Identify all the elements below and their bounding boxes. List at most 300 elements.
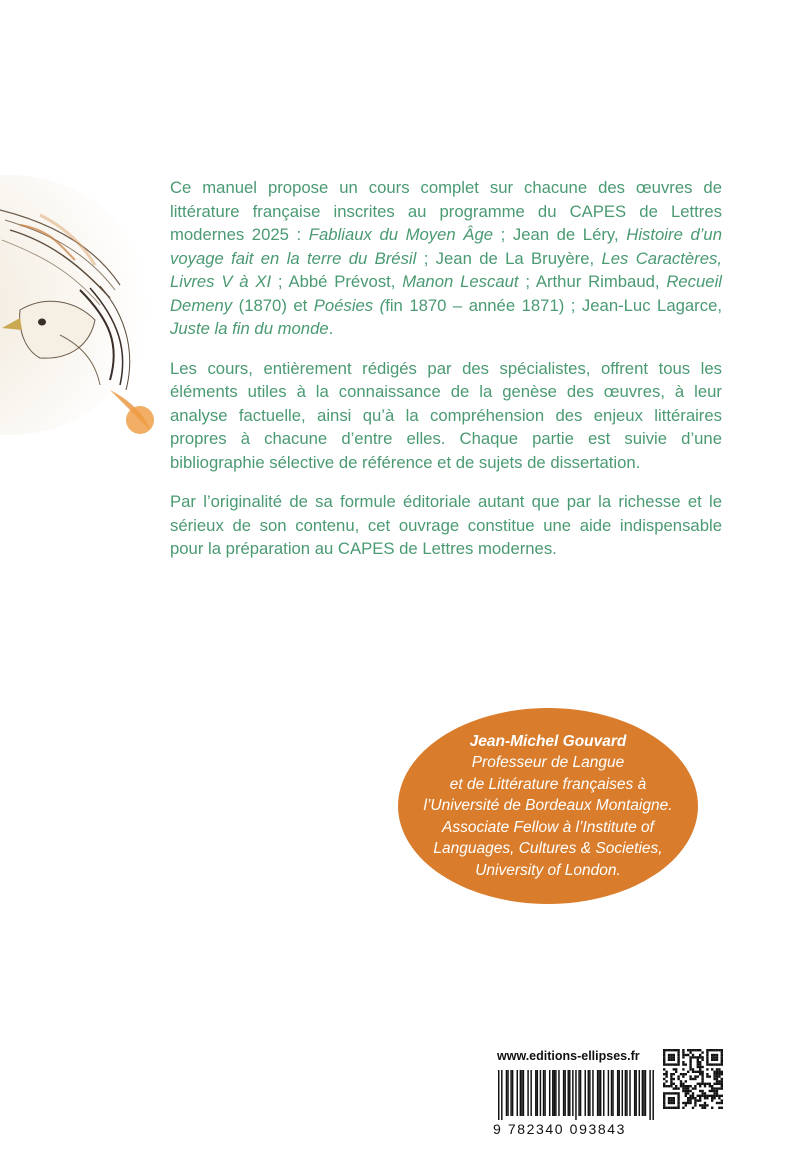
qr-module	[673, 1054, 675, 1056]
barcode-bar	[634, 1070, 635, 1116]
qr-module	[713, 1056, 715, 1058]
qr-module	[663, 1083, 665, 1085]
qr-module	[699, 1071, 701, 1073]
qr-module	[704, 1085, 706, 1087]
qr-module	[670, 1078, 672, 1080]
qr-module	[665, 1092, 667, 1094]
barcode-bar	[603, 1070, 604, 1116]
qr-module	[706, 1095, 708, 1097]
barcode-bar	[652, 1070, 653, 1120]
author-bio-line: l’Université de Bordeaux Montaigne.	[423, 797, 673, 815]
barcode-bar	[642, 1070, 643, 1116]
qr-module	[701, 1066, 703, 1068]
barcode-bar	[608, 1070, 609, 1116]
work-title: Manon Lescaut	[402, 272, 519, 291]
qr-module	[713, 1063, 715, 1065]
qr-module	[677, 1056, 679, 1058]
qr-module	[668, 1054, 670, 1056]
qr-module	[697, 1095, 699, 1097]
qr-module	[668, 1059, 670, 1061]
qr-module	[665, 1071, 667, 1073]
qr-module	[716, 1078, 718, 1080]
barcode-bar	[564, 1070, 565, 1116]
qr-module	[685, 1095, 687, 1097]
qr-module	[689, 1049, 691, 1051]
qr-module	[663, 1054, 665, 1056]
qr-module	[721, 1071, 723, 1073]
work-title: Les Caractères, Livres V à XI	[170, 248, 722, 291]
qr-module	[680, 1073, 682, 1075]
qr-module	[668, 1049, 670, 1051]
barcode-bar	[523, 1070, 524, 1116]
qr-module	[699, 1085, 701, 1087]
qr-module	[694, 1056, 696, 1058]
qr-module	[673, 1063, 675, 1065]
qr-module	[663, 1104, 665, 1106]
qr-module	[682, 1049, 684, 1051]
qr-module	[701, 1107, 703, 1109]
qr-module	[716, 1073, 718, 1075]
qr-module	[673, 1073, 675, 1075]
author-bio-line: University of London.	[475, 861, 621, 879]
qr-module	[721, 1061, 723, 1063]
qr-module	[721, 1095, 723, 1097]
qr-module	[687, 1071, 689, 1073]
qr-module	[697, 1066, 699, 1068]
qr-module	[689, 1059, 691, 1061]
qr-module	[677, 1059, 679, 1061]
qr-module	[689, 1085, 691, 1087]
blurb-paragraph-2: Les cours, entièrement rédigés par des spécialistes, offrent tous les éléments utiles à la connaissance de la genèse des œuvres, à leur analyse factuelle, ainsi qu’à la compréhension des enjeux littéraires propres à chacune d’entre elles. Chaque partie est suivie d’une bibliographie sélective de référence et de sujets de dissertation.	[170, 358, 722, 472]
work-title: Histoire d’un voyage fait en la terre du Brésil	[170, 225, 722, 268]
qr-code	[663, 1049, 723, 1109]
qr-module	[701, 1078, 703, 1080]
qr-module	[663, 1085, 665, 1087]
qr-module	[699, 1049, 701, 1051]
barcode-bar	[530, 1070, 531, 1116]
qr-module	[668, 1097, 670, 1099]
qr-module	[670, 1102, 672, 1104]
barcode-bar	[568, 1070, 569, 1116]
qr-module	[704, 1107, 706, 1109]
qr-module	[713, 1087, 715, 1089]
qr-module	[682, 1056, 684, 1058]
qr-module	[677, 1102, 679, 1104]
qr-module	[699, 1104, 701, 1106]
barcode-bar	[592, 1070, 593, 1116]
qr-module	[670, 1073, 672, 1075]
qr-module	[713, 1054, 715, 1056]
barcode-bar	[598, 1070, 599, 1116]
qr-module	[685, 1104, 687, 1106]
barcode-bar	[600, 1070, 601, 1116]
qr-module	[699, 1056, 701, 1058]
qr-module	[704, 1083, 706, 1085]
qr-module	[692, 1097, 694, 1099]
barcode-bar	[558, 1070, 559, 1116]
qr-module	[694, 1075, 696, 1077]
qr-module	[689, 1075, 691, 1077]
qr-module	[716, 1059, 718, 1061]
qr-module	[673, 1078, 675, 1080]
qr-module	[677, 1097, 679, 1099]
qr-module	[713, 1090, 715, 1092]
qr-module	[663, 1095, 665, 1097]
qr-module	[701, 1080, 703, 1082]
qr-module	[685, 1085, 687, 1087]
qr-module	[718, 1049, 720, 1051]
qr-module	[670, 1075, 672, 1077]
qr-module	[699, 1068, 701, 1070]
qr-module	[718, 1075, 720, 1077]
qr-module	[687, 1085, 689, 1087]
qr-module	[673, 1107, 675, 1109]
barcode-bar	[618, 1070, 619, 1116]
qr-module	[701, 1083, 703, 1085]
qr-module	[689, 1051, 691, 1053]
qr-module	[706, 1068, 708, 1070]
qr-module	[687, 1099, 689, 1101]
qr-module	[716, 1071, 718, 1073]
work-title: Poésies (	[313, 295, 386, 315]
qr-module	[682, 1061, 684, 1063]
barcode-bar	[501, 1070, 502, 1120]
qr-module	[677, 1107, 679, 1109]
qr-module	[668, 1063, 670, 1065]
qr-module	[694, 1087, 696, 1089]
qr-module	[685, 1054, 687, 1056]
qr-module	[673, 1083, 675, 1085]
qr-module	[716, 1102, 718, 1104]
qr-module	[706, 1054, 708, 1056]
qr-module	[721, 1083, 723, 1085]
qr-module	[701, 1071, 703, 1073]
qr-module	[699, 1090, 701, 1092]
barcode-bar	[575, 1070, 576, 1120]
qr-module	[670, 1083, 672, 1085]
qr-module	[670, 1092, 672, 1094]
barcode-bar	[552, 1070, 553, 1116]
barcode-bar	[520, 1070, 521, 1116]
barcode-bar	[549, 1070, 550, 1116]
qr-module	[685, 1073, 687, 1075]
qr-module	[713, 1078, 715, 1080]
qr-module	[689, 1097, 691, 1099]
barcode-bar	[578, 1070, 579, 1116]
qr-module	[687, 1097, 689, 1099]
qr-module	[711, 1097, 713, 1099]
qr-module	[663, 1092, 665, 1094]
qr-module	[701, 1090, 703, 1092]
qr-module	[682, 1073, 684, 1075]
qr-module	[673, 1068, 675, 1070]
qr-module	[718, 1068, 720, 1070]
work-title: Recueil Demeny	[170, 272, 722, 315]
isbn-number: 9 782340 093843	[493, 1121, 626, 1137]
qr-module	[682, 1087, 684, 1089]
barcode-bar	[563, 1070, 564, 1116]
qr-module	[721, 1059, 723, 1061]
qr-module	[699, 1097, 701, 1099]
qr-module	[706, 1083, 708, 1085]
qr-module	[665, 1107, 667, 1109]
barcode-bar	[617, 1070, 618, 1116]
qr-module	[675, 1071, 677, 1073]
qr-module	[709, 1090, 711, 1092]
qr-module	[692, 1087, 694, 1089]
qr-module	[670, 1059, 672, 1061]
qr-module	[685, 1087, 687, 1089]
qr-module	[706, 1063, 708, 1065]
qr-module	[665, 1080, 667, 1082]
qr-module	[692, 1056, 694, 1058]
qr-module	[685, 1080, 687, 1082]
author-name: Jean-Michel Gouvard	[469, 732, 627, 750]
qr-module	[685, 1102, 687, 1104]
qr-module	[663, 1061, 665, 1063]
barcode-bar	[588, 1070, 589, 1116]
qr-module	[721, 1078, 723, 1080]
qr-module	[682, 1054, 684, 1056]
barcode-bar	[527, 1070, 528, 1116]
qr-module	[692, 1078, 694, 1080]
qr-module	[699, 1066, 701, 1068]
qr-module	[718, 1063, 720, 1065]
qr-module	[663, 1063, 665, 1065]
barcode-bar	[585, 1070, 586, 1116]
qr-module	[665, 1049, 667, 1051]
qr-module	[711, 1085, 713, 1087]
work-title: Fabliaux du Moyen Âge	[308, 225, 494, 244]
author-bio-line: Professeur de Langue	[471, 754, 625, 772]
qr-module	[721, 1049, 723, 1051]
qr-module	[689, 1068, 691, 1070]
qr-module	[677, 1092, 679, 1094]
qr-module	[682, 1107, 684, 1109]
qr-module	[718, 1073, 720, 1075]
qr-module	[716, 1092, 718, 1094]
qr-module	[697, 1049, 699, 1051]
barcode-bar	[635, 1070, 636, 1116]
qr-module	[677, 1078, 679, 1080]
qr-module	[663, 1078, 665, 1080]
qr-module	[704, 1097, 706, 1099]
barcode-bar	[649, 1070, 650, 1120]
qr-module	[675, 1068, 677, 1070]
qr-module	[677, 1051, 679, 1053]
qr-module	[665, 1073, 667, 1075]
qr-module	[677, 1063, 679, 1065]
qr-module	[680, 1080, 682, 1082]
qr-module	[718, 1102, 720, 1104]
qr-module	[692, 1071, 694, 1073]
qr-module	[716, 1095, 718, 1097]
qr-module	[694, 1104, 696, 1106]
qr-module	[668, 1102, 670, 1104]
qr-module	[704, 1092, 706, 1094]
qr-module	[687, 1090, 689, 1092]
qr-module	[699, 1095, 701, 1097]
qr-module	[663, 1049, 665, 1051]
blurb-text: ; Jean de La Bruyère,	[416, 248, 602, 268]
qr-module	[682, 1068, 684, 1070]
qr-module	[670, 1063, 672, 1065]
blurb-text: Ce manuel propose un cours complet sur chacune des œuvres de littérature française inscrites au programme du CAPES de Lettres modernes 2025 :	[170, 178, 722, 244]
qr-module	[721, 1107, 723, 1109]
qr-module	[699, 1073, 701, 1075]
qr-module	[670, 1097, 672, 1099]
qr-module	[706, 1051, 708, 1053]
qr-module	[692, 1095, 694, 1097]
qr-module	[706, 1049, 708, 1051]
qr-module	[680, 1083, 682, 1085]
qr-module	[663, 1068, 665, 1070]
qr-module	[716, 1087, 718, 1089]
qr-module	[682, 1083, 684, 1085]
qr-module	[709, 1063, 711, 1065]
qr-module	[706, 1073, 708, 1075]
qr-module	[673, 1097, 675, 1099]
qr-module	[668, 1056, 670, 1058]
barcode-bar	[498, 1070, 499, 1120]
blurb-text: fin 1870 – année 1871) ; Jean-Luc Lagarce,	[385, 295, 722, 315]
qr-module	[716, 1056, 718, 1058]
barcode-bar	[521, 1070, 522, 1116]
qr-module	[689, 1078, 691, 1080]
qr-module	[709, 1075, 711, 1077]
qr-module	[699, 1083, 701, 1085]
qr-module	[682, 1102, 684, 1104]
author-bio-line: Associate Fellow à l’Institute of	[442, 818, 654, 836]
qr-module	[701, 1104, 703, 1106]
qr-module	[680, 1085, 682, 1087]
qr-module	[668, 1099, 670, 1101]
qr-module	[706, 1075, 708, 1077]
qr-module	[711, 1090, 713, 1092]
qr-module	[711, 1054, 713, 1056]
qr-module	[697, 1083, 699, 1085]
qr-module	[692, 1054, 694, 1056]
work-title: Juste la fin du monde	[170, 319, 329, 338]
qr-module	[663, 1107, 665, 1109]
qr-module	[711, 1056, 713, 1058]
blurb-text: ; Abbé Prévost,	[271, 272, 403, 291]
qr-module	[711, 1107, 713, 1109]
qr-module	[709, 1095, 711, 1097]
qr-module	[721, 1087, 723, 1089]
qr-module	[718, 1095, 720, 1097]
blurb-text: (1870) et	[232, 295, 314, 315]
barcode-bar	[629, 1070, 630, 1116]
barcode-bar	[554, 1070, 555, 1116]
qr-module	[694, 1085, 696, 1087]
qr-module	[673, 1092, 675, 1094]
qr-module	[697, 1075, 699, 1077]
qr-module	[670, 1107, 672, 1109]
qr-module	[721, 1056, 723, 1058]
qr-module	[706, 1097, 708, 1099]
qr-module	[673, 1102, 675, 1104]
qr-module	[687, 1049, 689, 1051]
bird-illustration	[0, 170, 160, 440]
author-bio-line: Languages, Cultures & Societies,	[433, 840, 663, 858]
qr-module	[697, 1059, 699, 1061]
qr-module	[721, 1099, 723, 1101]
barcode-bar	[589, 1070, 590, 1116]
barcode-bar	[626, 1070, 627, 1116]
barcode-bar	[625, 1070, 626, 1116]
qr-module	[682, 1085, 684, 1087]
qr-module	[675, 1092, 677, 1094]
qr-module	[718, 1083, 720, 1085]
barcode-bar	[537, 1070, 538, 1116]
barcode-bar	[597, 1070, 598, 1116]
barcode-bar	[643, 1070, 644, 1116]
qr-module	[709, 1085, 711, 1087]
qr-module	[670, 1085, 672, 1087]
qr-module	[721, 1054, 723, 1056]
qr-module	[689, 1095, 691, 1097]
qr-module	[721, 1063, 723, 1065]
qr-module	[677, 1087, 679, 1089]
isbn-barcode	[498, 1070, 654, 1120]
qr-module	[673, 1099, 675, 1101]
qr-module	[675, 1107, 677, 1109]
barcode-bar	[639, 1070, 640, 1116]
qr-module	[701, 1095, 703, 1097]
qr-module	[713, 1095, 715, 1097]
qr-module	[711, 1099, 713, 1101]
qr-module	[670, 1099, 672, 1101]
qr-module	[706, 1059, 708, 1061]
barcode-bar	[540, 1070, 541, 1116]
qr-module	[668, 1092, 670, 1094]
qr-module	[663, 1073, 665, 1075]
qr-module	[665, 1075, 667, 1077]
qr-module	[673, 1056, 675, 1058]
qr-module	[670, 1056, 672, 1058]
barcode-bar	[510, 1070, 511, 1116]
qr-module	[663, 1051, 665, 1053]
qr-module	[685, 1063, 687, 1065]
qr-module	[701, 1092, 703, 1094]
barcode-bar	[645, 1070, 646, 1116]
qr-module	[663, 1059, 665, 1061]
qr-module	[692, 1092, 694, 1094]
qr-module	[721, 1073, 723, 1075]
qr-module	[677, 1075, 679, 1077]
qr-module	[711, 1087, 713, 1089]
qr-module	[675, 1085, 677, 1087]
qr-module	[687, 1054, 689, 1056]
qr-module	[709, 1083, 711, 1085]
qr-module	[713, 1083, 715, 1085]
qr-module	[699, 1063, 701, 1065]
qr-module	[706, 1056, 708, 1058]
qr-module	[718, 1097, 720, 1099]
qr-module	[699, 1099, 701, 1101]
qr-module	[694, 1071, 696, 1073]
qr-module	[721, 1085, 723, 1087]
barcode-bar	[543, 1070, 544, 1116]
qr-module	[697, 1099, 699, 1101]
qr-module	[675, 1049, 677, 1051]
qr-module	[716, 1083, 718, 1085]
barcode-bar	[544, 1070, 545, 1116]
barcode-bar	[517, 1070, 518, 1116]
qr-module	[670, 1049, 672, 1051]
qr-module	[697, 1061, 699, 1063]
